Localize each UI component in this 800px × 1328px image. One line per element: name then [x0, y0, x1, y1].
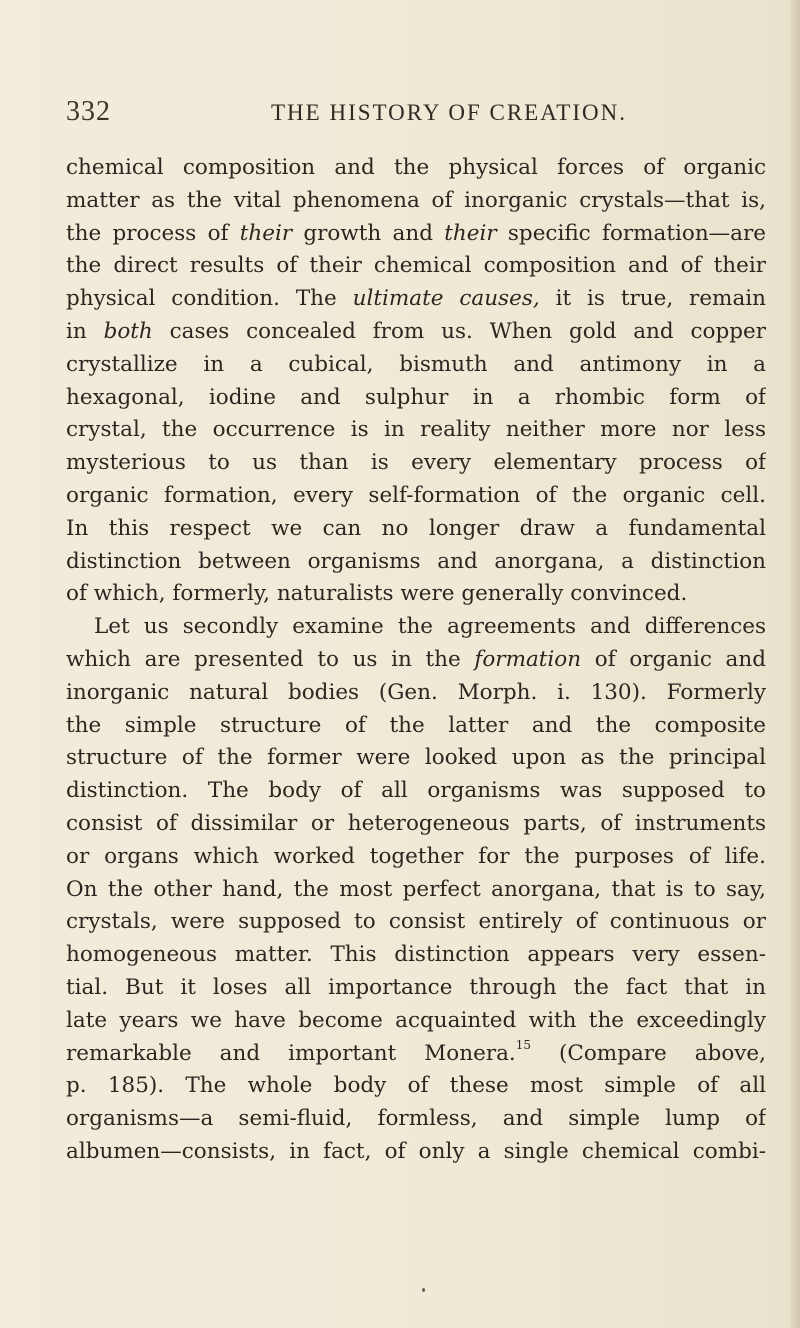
text-line: consist of dissimilar or heterogeneous parts, of instruments: [66, 810, 766, 836]
text-line: physical condition. The ultimate causes, it is true, remain: [66, 286, 766, 312]
text-line: chemical composition and the physical forces of organic: [66, 155, 766, 180]
running-title: THE HISTORY OF CREATION.: [271, 100, 627, 125]
text-line: homogeneous matter. This distinction appears very essen-: [66, 942, 766, 968]
text-line: remarkable and important Monera.$^{15}$ (Compare above,: [66, 1038, 766, 1066]
body-text: [66, 152, 766, 1169]
page-header: [66, 96, 766, 132]
text-line: crystal, the occurrence is in reality neither more nor less: [66, 417, 766, 443]
text-line: p. 185). The whole body of these most simple of all: [66, 1073, 766, 1099]
text-line: the process of their growth and their specific formation—are: [66, 220, 766, 246]
text-line: of which, formerly, naturalists were generally convinced.: [66, 581, 688, 607]
text-line: tial. But it loses all importance through the fact that in: [66, 974, 766, 1000]
text-line: in both cases concealed from us. When gold and copper: [66, 318, 766, 344]
text-line: the simple structure of the latter and the composite: [66, 712, 766, 738]
text-line: On the other hand, the most perfect anorgana, that is to say,: [66, 876, 766, 902]
page-edge: [790, 0, 800, 1328]
text-line: albumen—consists, in fact, of only a single chemical combi-: [66, 1138, 766, 1164]
text-line: inorganic natural bodies (Gen. Morph. i. 130). Formerly: [66, 679, 766, 705]
text-line: distinction. The body of all organisms was supposed to: [66, 778, 766, 804]
text-line: organisms—a semi-fluid, formless, and simple lump of: [66, 1106, 766, 1132]
text-line: distinction between organisms and anorgana, a distinction: [66, 548, 766, 574]
text-line: hexagonal, iodine and sulphur in a rhombic form of: [66, 384, 766, 410]
text-line: crystallize in a cubical, bismuth and antimony in a: [66, 351, 766, 377]
ink-speck: [422, 1288, 425, 1292]
text-line: Let us secondly examine the agreements and differences: [94, 614, 766, 640]
text-line: late years we have become acquainted with the exceedingly: [66, 1007, 766, 1033]
text-line: organic formation, every self-formation of the organic cell.: [66, 482, 766, 508]
text-line: crystals, were supposed to consist entirely of continuous or: [66, 909, 766, 935]
text-line: or organs which worked together for the purposes of life.: [66, 843, 766, 869]
text-line: the direct results of their chemical composition and of their: [66, 253, 766, 279]
text-line: In this respect we can no longer draw a fundamental: [66, 515, 766, 541]
text-line: matter as the vital phenomena of inorganic crystals—that is,: [66, 187, 766, 213]
footnote-marker: 15: [515, 1038, 532, 1053]
page-number: 332: [66, 96, 111, 127]
text-line: which are presented to us in the formation of organic and: [66, 646, 766, 672]
text-line: structure of the former were looked upon as the principal: [66, 745, 766, 771]
text-line: mysterious to us than is every elementary process of: [66, 450, 766, 476]
